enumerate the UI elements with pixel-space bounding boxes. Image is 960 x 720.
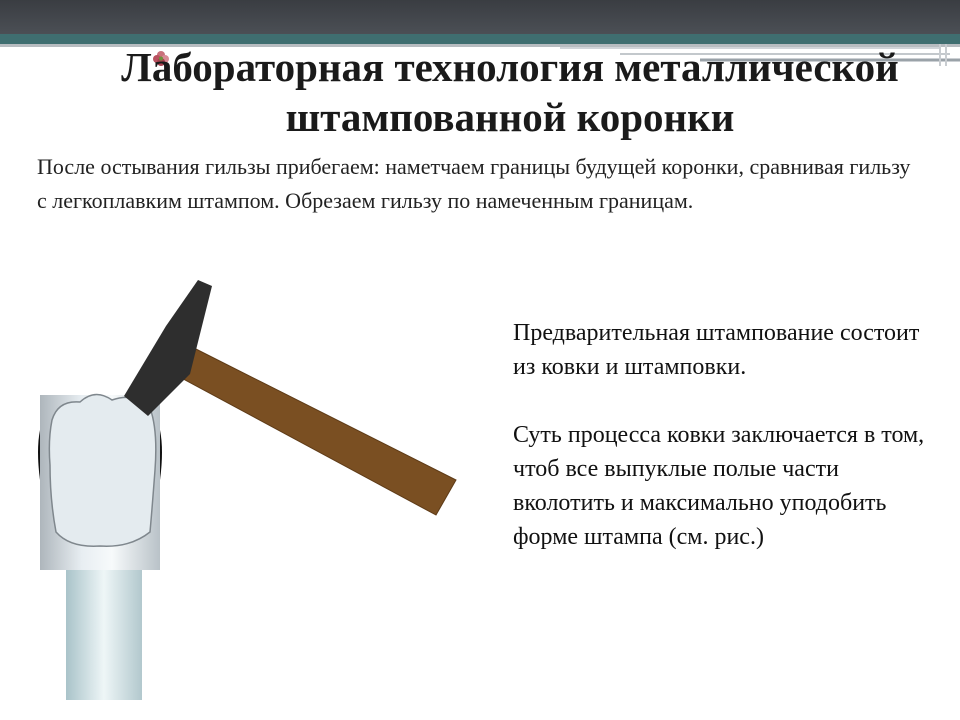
die-shaft xyxy=(66,560,142,700)
intro-text: После остывания гильзы прибегаем: наметчаем границы будущей коронки, сравнивая гильзу с легкоплавким штампом. Обрезаем гильзу по намеченным границам. xyxy=(37,154,911,213)
slide-title: Лабораторная технология металлической штампованной коронки xyxy=(121,44,899,140)
hammer-and-die-illustration xyxy=(0,270,480,720)
header-band xyxy=(0,0,960,34)
paragraph-forging-intro: Предварительная штампование состоит из ковки и штамповки. xyxy=(513,320,920,380)
hammer-head xyxy=(124,280,212,416)
paragraph-forging-essence: Суть процесса ковки заключается в том, чтоб все выпуклые полые части вколотить и максимально уподобить форме штампа (см. рис.) xyxy=(513,422,925,550)
crown-outline xyxy=(49,394,155,546)
hammer-handle xyxy=(174,344,456,515)
explanation-text xyxy=(513,316,933,588)
